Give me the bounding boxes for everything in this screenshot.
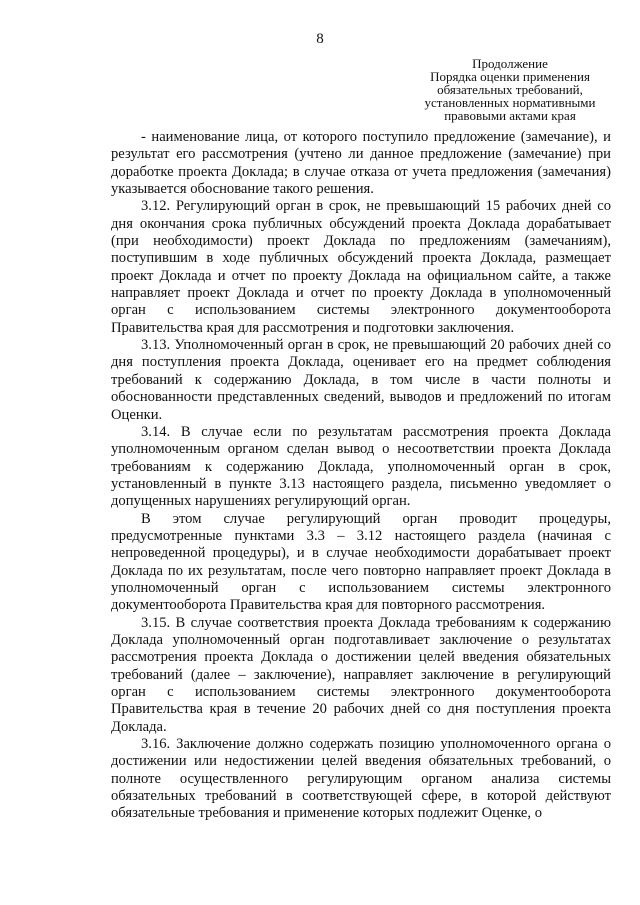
header-line: правовыми актами края (444, 108, 576, 123)
document-body (111, 129, 611, 823)
paragraph: В этом случае регулирующий орган проводит процедуры, предусмотренные пунктами 3.3 – 3.12 настоящего раздела (начиная с непроведенной процедуры), и в случае необходимости дорабатывает проект Доклада по их результатам, после чего повторно направляет проект Доклада в уполномоченный орган с использованием системы электронного документооборота Правительства края для повторного рассмотрения. (111, 510, 611, 614)
header-line: Порядка оценки применения (430, 69, 590, 84)
paragraph: 3.16. Заключение должно содержать позицию уполномоченного органа о достижении или недостижении целей введения обязательных требований, о полноте осуществленного регулирующим органом анализа системы обязательных требований в соответствующей сфере, в которой действуют обязательные требования и применение которых подлежит Оценке, о (111, 736, 611, 822)
paragraph: - наименование лица, от которого поступило предложение (замечание), и результат его рассмотрения (учтено ли данное предложение (замечание) при доработке проекта Доклада; в случае отказа от учета предложения (замечания) указывается обоснование такого решения. (111, 129, 611, 198)
header-line: Продолжение (472, 56, 548, 71)
paragraph: 3.13. Уполномоченный орган в срок, не превышающий 20 рабочих дней со дня поступления проекта Доклада, оценивает его на предмет соблюдения требований к содержанию Доклада, в том числе в части полноты и обоснованности представленных сведений, выводов и предложений по итогам Оценки. (111, 337, 611, 423)
paragraph: 3.15. В случае соответствия проекта Доклада требованиям к содержанию Доклада уполномоченный орган подготавливает заключение о результатах рассмотрения проекта Доклада о достижении целей введения обязательных требований (далее – заключение), направляет заключение в регулирующий орган с использованием системы электронного документооборота Правительства края в течение 20 рабочих дней со дня поступления проекта Доклада. (111, 614, 611, 735)
header-line: обязательных требований, (437, 82, 583, 97)
paragraph: 3.14. В случае если по результатам рассмотрения проекта Доклада уполномоченным органом сделан вывод о несоответствии проекта Доклада требованиям к содержанию Доклада, уполномоченный орган в срок, установленный в пункте 3.13 настоящего раздела, письменно уведомляет о допущенных нарушениях регулирующий орган. (111, 423, 611, 510)
document-header (390, 57, 630, 122)
paragraph: 3.12. Регулирующий орган в срок, не превышающий 15 рабочих дней со дня окончания срока публичных обсуждений проекта Доклада дорабатывает (при необходимости) проект Доклада по предложениям (замечаниям), поступившим в ходе публичных обсуждений проекта Доклада, размещает проект Доклада и отчет по проекту Доклада на официальном сайте, а также направляет проект Доклада и отчет по проекту Доклада в уполномоченный орган с использованием системы электронного документооборота Правительства края для рассмотрения и подготовки заключения. (111, 198, 611, 336)
header-line: установленных нормативными (424, 95, 596, 110)
page-number: 8 (316, 31, 324, 47)
